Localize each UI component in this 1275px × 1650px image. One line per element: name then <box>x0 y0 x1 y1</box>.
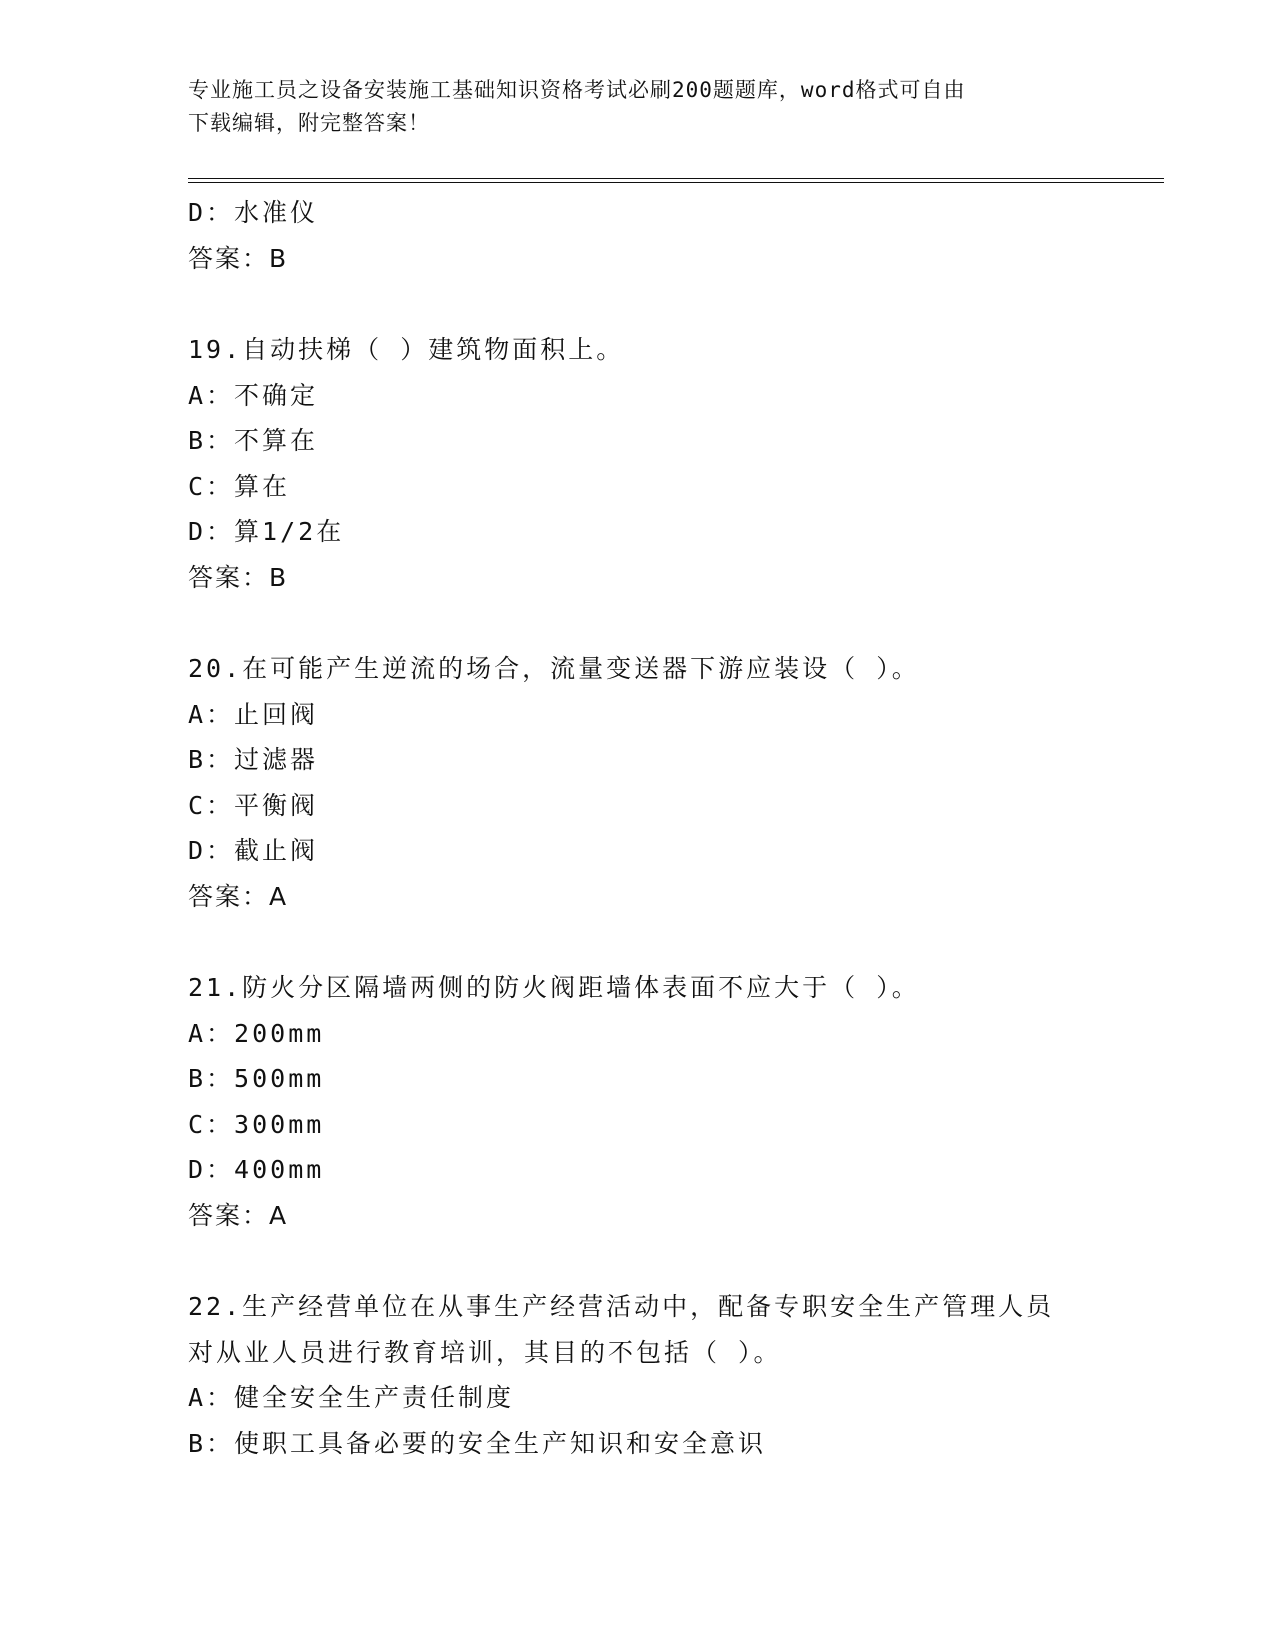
option-c: C：平衡阀 <box>188 790 319 820</box>
option-b: B：不算在 <box>188 426 319 455</box>
question-20 <box>188 646 1148 919</box>
answer-line: 答案：A <box>188 1200 289 1230</box>
option-d: D：算1/2在 <box>188 517 345 546</box>
option-b: B：500mm <box>188 1064 325 1093</box>
header-line-2: 下载编辑，附完整答案！ <box>188 111 430 135</box>
spacer <box>188 281 1148 327</box>
question-22 <box>188 1284 1148 1466</box>
option-d: D：水准仪 <box>188 198 319 227</box>
option-d: D：截止阀 <box>188 836 319 865</box>
document-header <box>188 74 1088 140</box>
header-line-1: 专业施工员之设备安装施工基础知识资格考试必刷200题题库，word格式可自由 <box>188 78 966 102</box>
question-stem-line-2: 对从业人员进行教育培训，其目的不包括（ ）。 <box>188 1337 782 1367</box>
spacer <box>188 1238 1148 1284</box>
option-d: D：400mm <box>188 1155 325 1184</box>
option-b: B：使职工具备必要的安全生产知识和安全意识 <box>188 1428 767 1458</box>
question-19 <box>188 327 1148 600</box>
option-a: A：不确定 <box>188 380 319 410</box>
question-stem: 21.防火分区隔墙两侧的防火阀距墙体表面不应大于（ ）。 <box>188 973 920 1002</box>
question-18-tail <box>188 190 1148 281</box>
answer-line: 答案：A <box>188 881 289 911</box>
option-b: B：过滤器 <box>188 745 319 774</box>
option-c: C：算在 <box>188 471 291 501</box>
question-stem: 20.在可能产生逆流的场合，流量变送器下游应装设（ ）。 <box>188 654 920 683</box>
option-c: C：300mm <box>188 1109 325 1139</box>
answer-line: 答案：B <box>188 562 289 592</box>
spacer <box>188 919 1148 965</box>
spacer <box>188 600 1148 646</box>
option-a: A：止回阀 <box>188 699 319 729</box>
option-a: A：健全安全生产责任制度 <box>188 1383 515 1412</box>
answer-line: 答案：B <box>188 243 289 273</box>
option-a: A：200mm <box>188 1018 325 1048</box>
question-stem: 19.自动扶梯（ ）建筑物面积上。 <box>188 335 625 364</box>
question-stem-line-1: 22.生产经营单位在从事生产经营活动中，配备专职安全生产管理人员 <box>188 1292 1055 1321</box>
question-list <box>188 190 1148 1466</box>
question-21 <box>188 965 1148 1238</box>
header-double-rule <box>188 178 1164 183</box>
